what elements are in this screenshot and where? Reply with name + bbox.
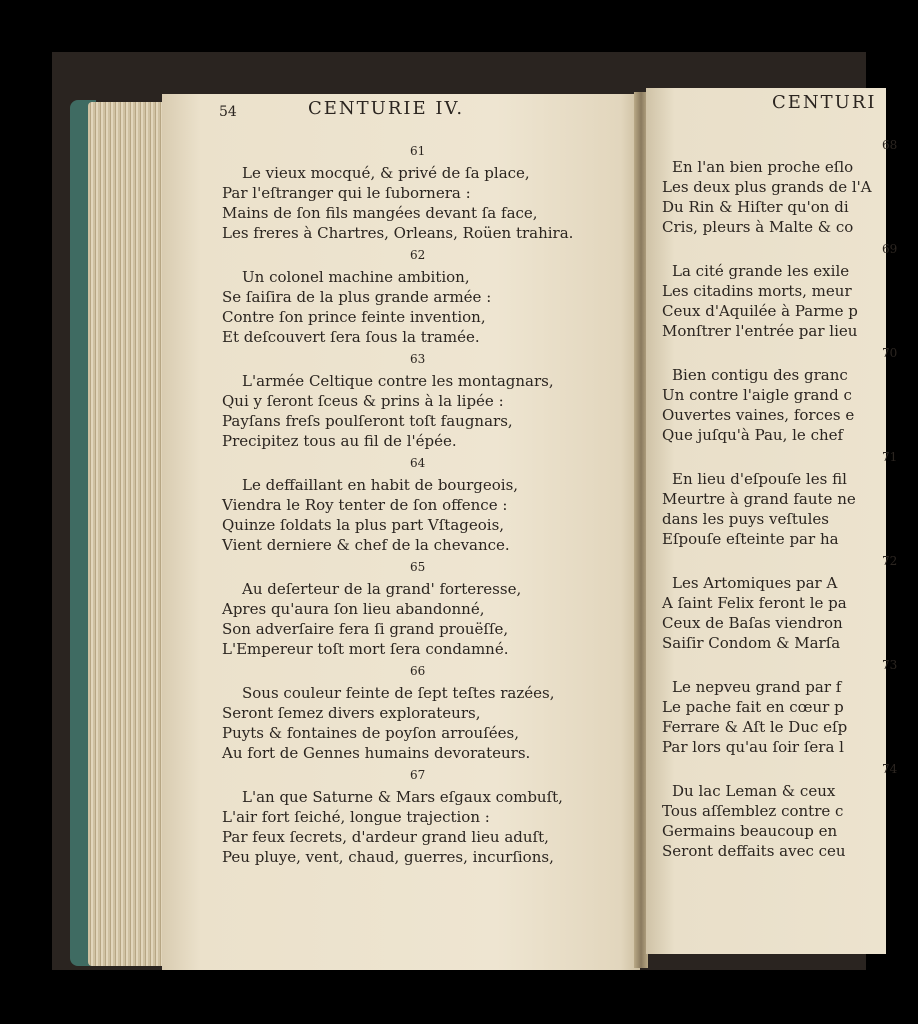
- quatrain-number: 74: [882, 762, 898, 776]
- verse-line: Les freres à Chartres, Orleans, Roüen trahira.: [222, 224, 574, 242]
- verse-line: Au deſerteur de la grand' forteresse,: [242, 580, 522, 598]
- verse-line: Le pache fait en cœur p: [662, 698, 844, 716]
- running-head: CENTURI: [772, 92, 877, 113]
- verse-line: Ferrare & Aſt le Duc eſp: [662, 718, 848, 736]
- right-page: [646, 88, 898, 954]
- verse-line: Les citadins morts, meur: [662, 282, 852, 300]
- verse-line: Contre ſon prince feinte invention,: [222, 308, 486, 326]
- verse-line: L'Empereur toſt mort ſera condamné.: [222, 640, 509, 658]
- verse-line: En l'an bien proche eſlo: [672, 158, 854, 176]
- verse-line: Un colonel machine ambition,: [242, 268, 470, 286]
- verse-line: Bien contigu des granc: [672, 366, 848, 384]
- verse-line: Viendra le Roy tenter de ſon offence :: [222, 496, 508, 514]
- verse-line: Sous couleur feinte de ſept teſtes razées,: [242, 684, 555, 702]
- quatrain-number: 61: [410, 144, 426, 158]
- quatrain-number: 68: [882, 138, 898, 152]
- verse-line: Seront deffaits avec ceu: [662, 842, 846, 860]
- quatrain-number: 69: [882, 242, 898, 256]
- verse-line: Tous aſſemblez contre c: [662, 802, 844, 820]
- verse-line: Payſans freſs poulſeront toſt faugnars,: [222, 412, 513, 430]
- verse-line: Ceux de Baſas viendron: [662, 614, 843, 632]
- verse-line: L'armée Celtique contre les montagnars,: [242, 372, 554, 390]
- verse-line: Apres qu'aura ſon lieu abandonné,: [222, 600, 485, 618]
- verse-line: Les Artomiques par A: [672, 574, 838, 592]
- verse-line: Vient derniere & chef de la chevance.: [222, 536, 510, 554]
- verse-line: Son adverſaire fera ſi grand prouëſſe,: [222, 620, 509, 638]
- verse-line: Ouvertes vaines, forces e: [662, 406, 855, 424]
- quatrain-number: 63: [410, 352, 426, 366]
- page-number: 54: [219, 104, 237, 120]
- verse-line: L'an que Saturne & Mars eſgaux combuſt,: [242, 788, 563, 806]
- verse-line: Saiſir Condom & Marſa: [662, 634, 841, 652]
- verse-line: Qui y ſeront ſceus & prins à la lipée :: [222, 392, 504, 410]
- quatrain-number: 72: [882, 554, 898, 568]
- verse-line: Le nepveu grand par f: [672, 678, 842, 696]
- verse-line: Monſtrer l'entrée par lieu: [662, 322, 858, 340]
- quatrain-number: 71: [882, 450, 898, 464]
- verse-line: Germains beaucoup en: [662, 822, 838, 840]
- verse-line: Les deux plus grands de l'A: [662, 178, 872, 196]
- left-page: [162, 94, 640, 970]
- verse-line: A ſaint Felix feront le pa: [662, 594, 847, 612]
- verse-line: Mains de ſon fils mangées devant ſa face,: [222, 204, 538, 222]
- verse-line: Meurtre à grand faute ne: [662, 490, 856, 508]
- verse-line: Par l'eſtranger qui le ſubornera :: [222, 184, 471, 202]
- verse-line: En lieu d'eſpouſe les fil: [672, 470, 847, 488]
- verse-line: Par lors qu'au ſoir ſera l: [662, 738, 844, 756]
- quatrain-number: 62: [410, 248, 426, 262]
- verse-line: Du lac Leman & ceux: [672, 782, 836, 800]
- verse-line: Quinze ſoldats la plus part Vſtageois,: [222, 516, 505, 534]
- verse-line: Peu pluye, vent, chaud, guerres, incurſions,: [222, 848, 554, 866]
- verse-line: Se ſaiſira de la plus grande armée :: [222, 288, 492, 306]
- verse-line: La cité grande les exile: [672, 262, 850, 280]
- verse-line: Par feux ſecrets, d'ardeur grand lieu aduſt,: [222, 828, 549, 846]
- verse-line: Au fort de Gennes humains devorateurs.: [222, 744, 531, 762]
- verse-line: Le vieux mocqué, & privé de ſa place,: [242, 164, 530, 182]
- quatrain-number: 67: [410, 768, 426, 782]
- quatrain-number: 73: [882, 658, 898, 672]
- verse-line: Le deffaillant en habit de bourgeois,: [242, 476, 519, 494]
- verse-line: Et deſcouvert ſera ſous la tramée.: [222, 328, 480, 346]
- verse-line: Un contre l'aigle grand c: [662, 386, 852, 404]
- verse-line: Du Rin & Hiſter qu'on di: [662, 198, 849, 216]
- quatrain-number: 65: [410, 560, 426, 574]
- verse-line: Precipitez tous au fil de l'épée.: [222, 432, 457, 450]
- verse-line: Eſpouſe eſteinte par ha: [662, 530, 839, 548]
- verse-line: L'air fort ſeiché, longue trajection :: [222, 808, 490, 826]
- quatrain-number: 66: [410, 664, 426, 678]
- quatrain-number: 64: [410, 456, 426, 470]
- verse-line: Que juſqu'à Pau, le chef: [662, 426, 844, 444]
- book-scan: [52, 52, 898, 970]
- verse-line: Puyts & fontaines de poyſon arrouſées,: [222, 724, 519, 742]
- quatrain-number: 70: [882, 346, 898, 360]
- running-head: CENTURIE IV.: [308, 98, 465, 119]
- verse-line: Ceux d'Aquilée à Parme p: [662, 302, 858, 320]
- verse-line: Seront ſemez divers explorateurs,: [222, 704, 481, 722]
- verse-line: Cris, pleurs à Malte & co: [662, 218, 854, 236]
- verse-line: dans les puys veſtules: [662, 510, 829, 528]
